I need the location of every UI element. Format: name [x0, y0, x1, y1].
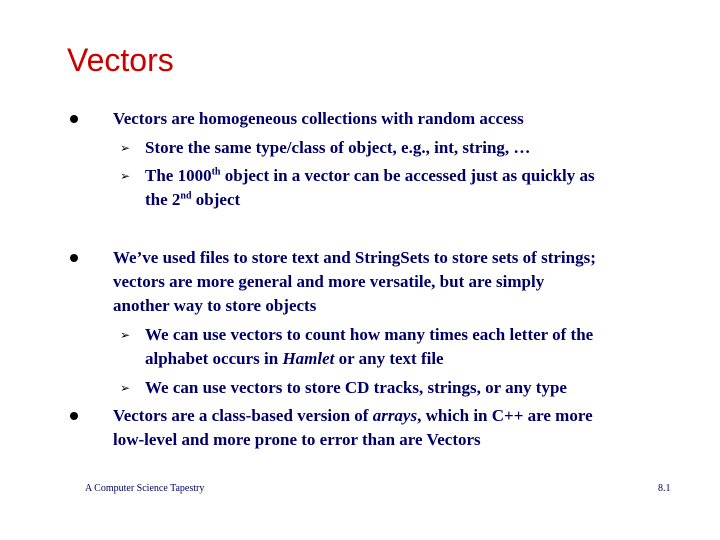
bullet-3-line-2: low-level and more prone to error than are Vectors — [113, 430, 481, 449]
slide-title: Vectors — [67, 42, 174, 78]
superscript: th — [211, 166, 221, 178]
text-part: or any text file — [334, 349, 444, 368]
bullet-1-sub-2-line-2 — [145, 189, 240, 210]
emphasis: Hamlet — [282, 349, 335, 368]
superscript: nd — [180, 190, 192, 202]
footer-course-title: A Computer Science Tapestry — [85, 483, 205, 494]
bullet-2-line-1: We’ve used files to store text and StringSets to store sets of strings; — [113, 248, 596, 267]
arrow-bullet-icon: ➢ — [120, 328, 131, 342]
arrow-bullet-icon: ➢ — [120, 141, 131, 155]
text-part: , which in C++ are more — [417, 406, 593, 425]
bullet-icon — [70, 115, 78, 123]
bullet-3-line-1 — [113, 405, 593, 426]
bullet-icon — [70, 412, 78, 420]
bullet-2-line-2: vectors are more general and more versatile, but are simply — [113, 272, 545, 291]
text-part: the 2 — [145, 190, 181, 209]
bullet-2-sub-2: We can use vectors to store CD tracks, strings, or any type — [145, 378, 567, 397]
bullet-icon — [70, 254, 78, 262]
bullet-2-sub-1-line-1: We can use vectors to count how many times each letter of the — [145, 325, 594, 344]
bullet-1-sub-2-line-1 — [145, 165, 595, 186]
text-part: alphabet occurs in — [145, 349, 283, 368]
text-part: object — [191, 190, 241, 209]
bullet-2-sub-1-line-2 — [145, 348, 444, 369]
bullet-1-text: Vectors are homogeneous collections with random access — [113, 109, 524, 128]
arrow-bullet-icon: ➢ — [120, 381, 131, 395]
text-part: object in a vector can be accessed just as quickly as — [220, 166, 595, 185]
bullet-1-sub-1: Store the same type/class of object, e.g., int, string, … — [145, 138, 531, 157]
arrow-bullet-icon: ➢ — [120, 169, 131, 183]
page-number: 8.1 — [658, 483, 671, 494]
text-part: The 1000 — [145, 166, 212, 185]
emphasis: arrays — [372, 406, 418, 425]
bullet-2-line-3: another way to store objects — [113, 296, 317, 315]
text-part: Vectors are a class-based version of — [113, 406, 373, 425]
